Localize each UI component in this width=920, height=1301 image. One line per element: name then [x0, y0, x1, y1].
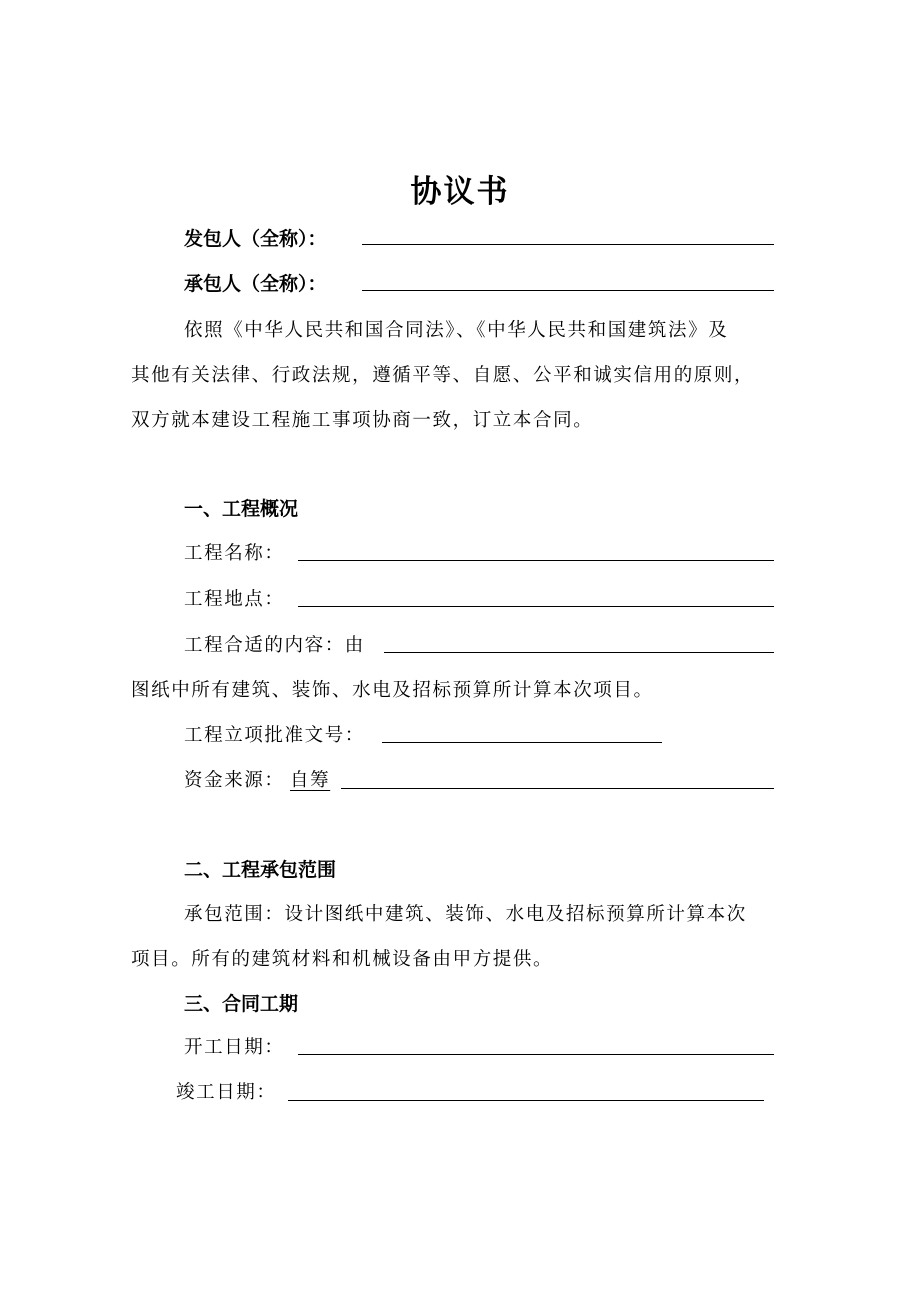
- funding-source-label: 资金来源：: [184, 770, 285, 791]
- preamble-line-1: 依照《中华人民共和国合同法》、《中华人民共和国建筑法》及: [184, 320, 729, 341]
- project-content-field-line[interactable]: [384, 652, 774, 653]
- project-content-continuation: 图纸中所有建筑、装饰、水电及招标预算所计算本次项目。: [131, 680, 654, 701]
- contractor-label: 承包人（全称）：: [184, 273, 327, 295]
- project-location-label: 工程地点：: [184, 589, 285, 610]
- project-content-label: 工程合适的内容：由: [184, 635, 365, 656]
- completion-date-field-line[interactable]: [288, 1100, 764, 1101]
- start-date-field-line[interactable]: [298, 1054, 774, 1055]
- preamble-line-2: 其他有关法律、行政法规，遵循平等、自愿、公平和诚实信用的原则，: [131, 365, 755, 386]
- section3-heading: 三、合同工期: [184, 993, 299, 1015]
- scope-line-1: 承包范围：设计图纸中建筑、装饰、水电及招标预算所计算本次: [184, 904, 747, 925]
- funding-source-value: 自筹: [290, 770, 331, 791]
- start-date-label: 开工日期：: [184, 1037, 285, 1058]
- funding-source-field-line[interactable]: [341, 788, 774, 789]
- section2-heading: 二、工程承包范围: [184, 859, 337, 881]
- project-name-label: 工程名称：: [184, 543, 285, 564]
- preamble-line-3: 双方就本建设工程施工事项协商一致，订立本合同。: [131, 410, 594, 431]
- page-title: 协议书: [410, 174, 510, 210]
- approval-number-label: 工程立项批准文号：: [184, 725, 365, 746]
- contractor-field-line[interactable]: [362, 290, 774, 291]
- scope-line-2: 项目。所有的建筑材料和机械设备由甲方提供。: [131, 949, 554, 970]
- completion-date-label: 竣工日期：: [176, 1082, 277, 1103]
- project-location-field-line[interactable]: [298, 606, 774, 607]
- employer-label: 发包人（全称）：: [184, 228, 327, 250]
- employer-field-line[interactable]: [362, 244, 774, 245]
- project-name-field-line[interactable]: [298, 560, 774, 561]
- section1-heading: 一、工程概况: [184, 498, 299, 520]
- approval-number-field-line[interactable]: [382, 742, 662, 743]
